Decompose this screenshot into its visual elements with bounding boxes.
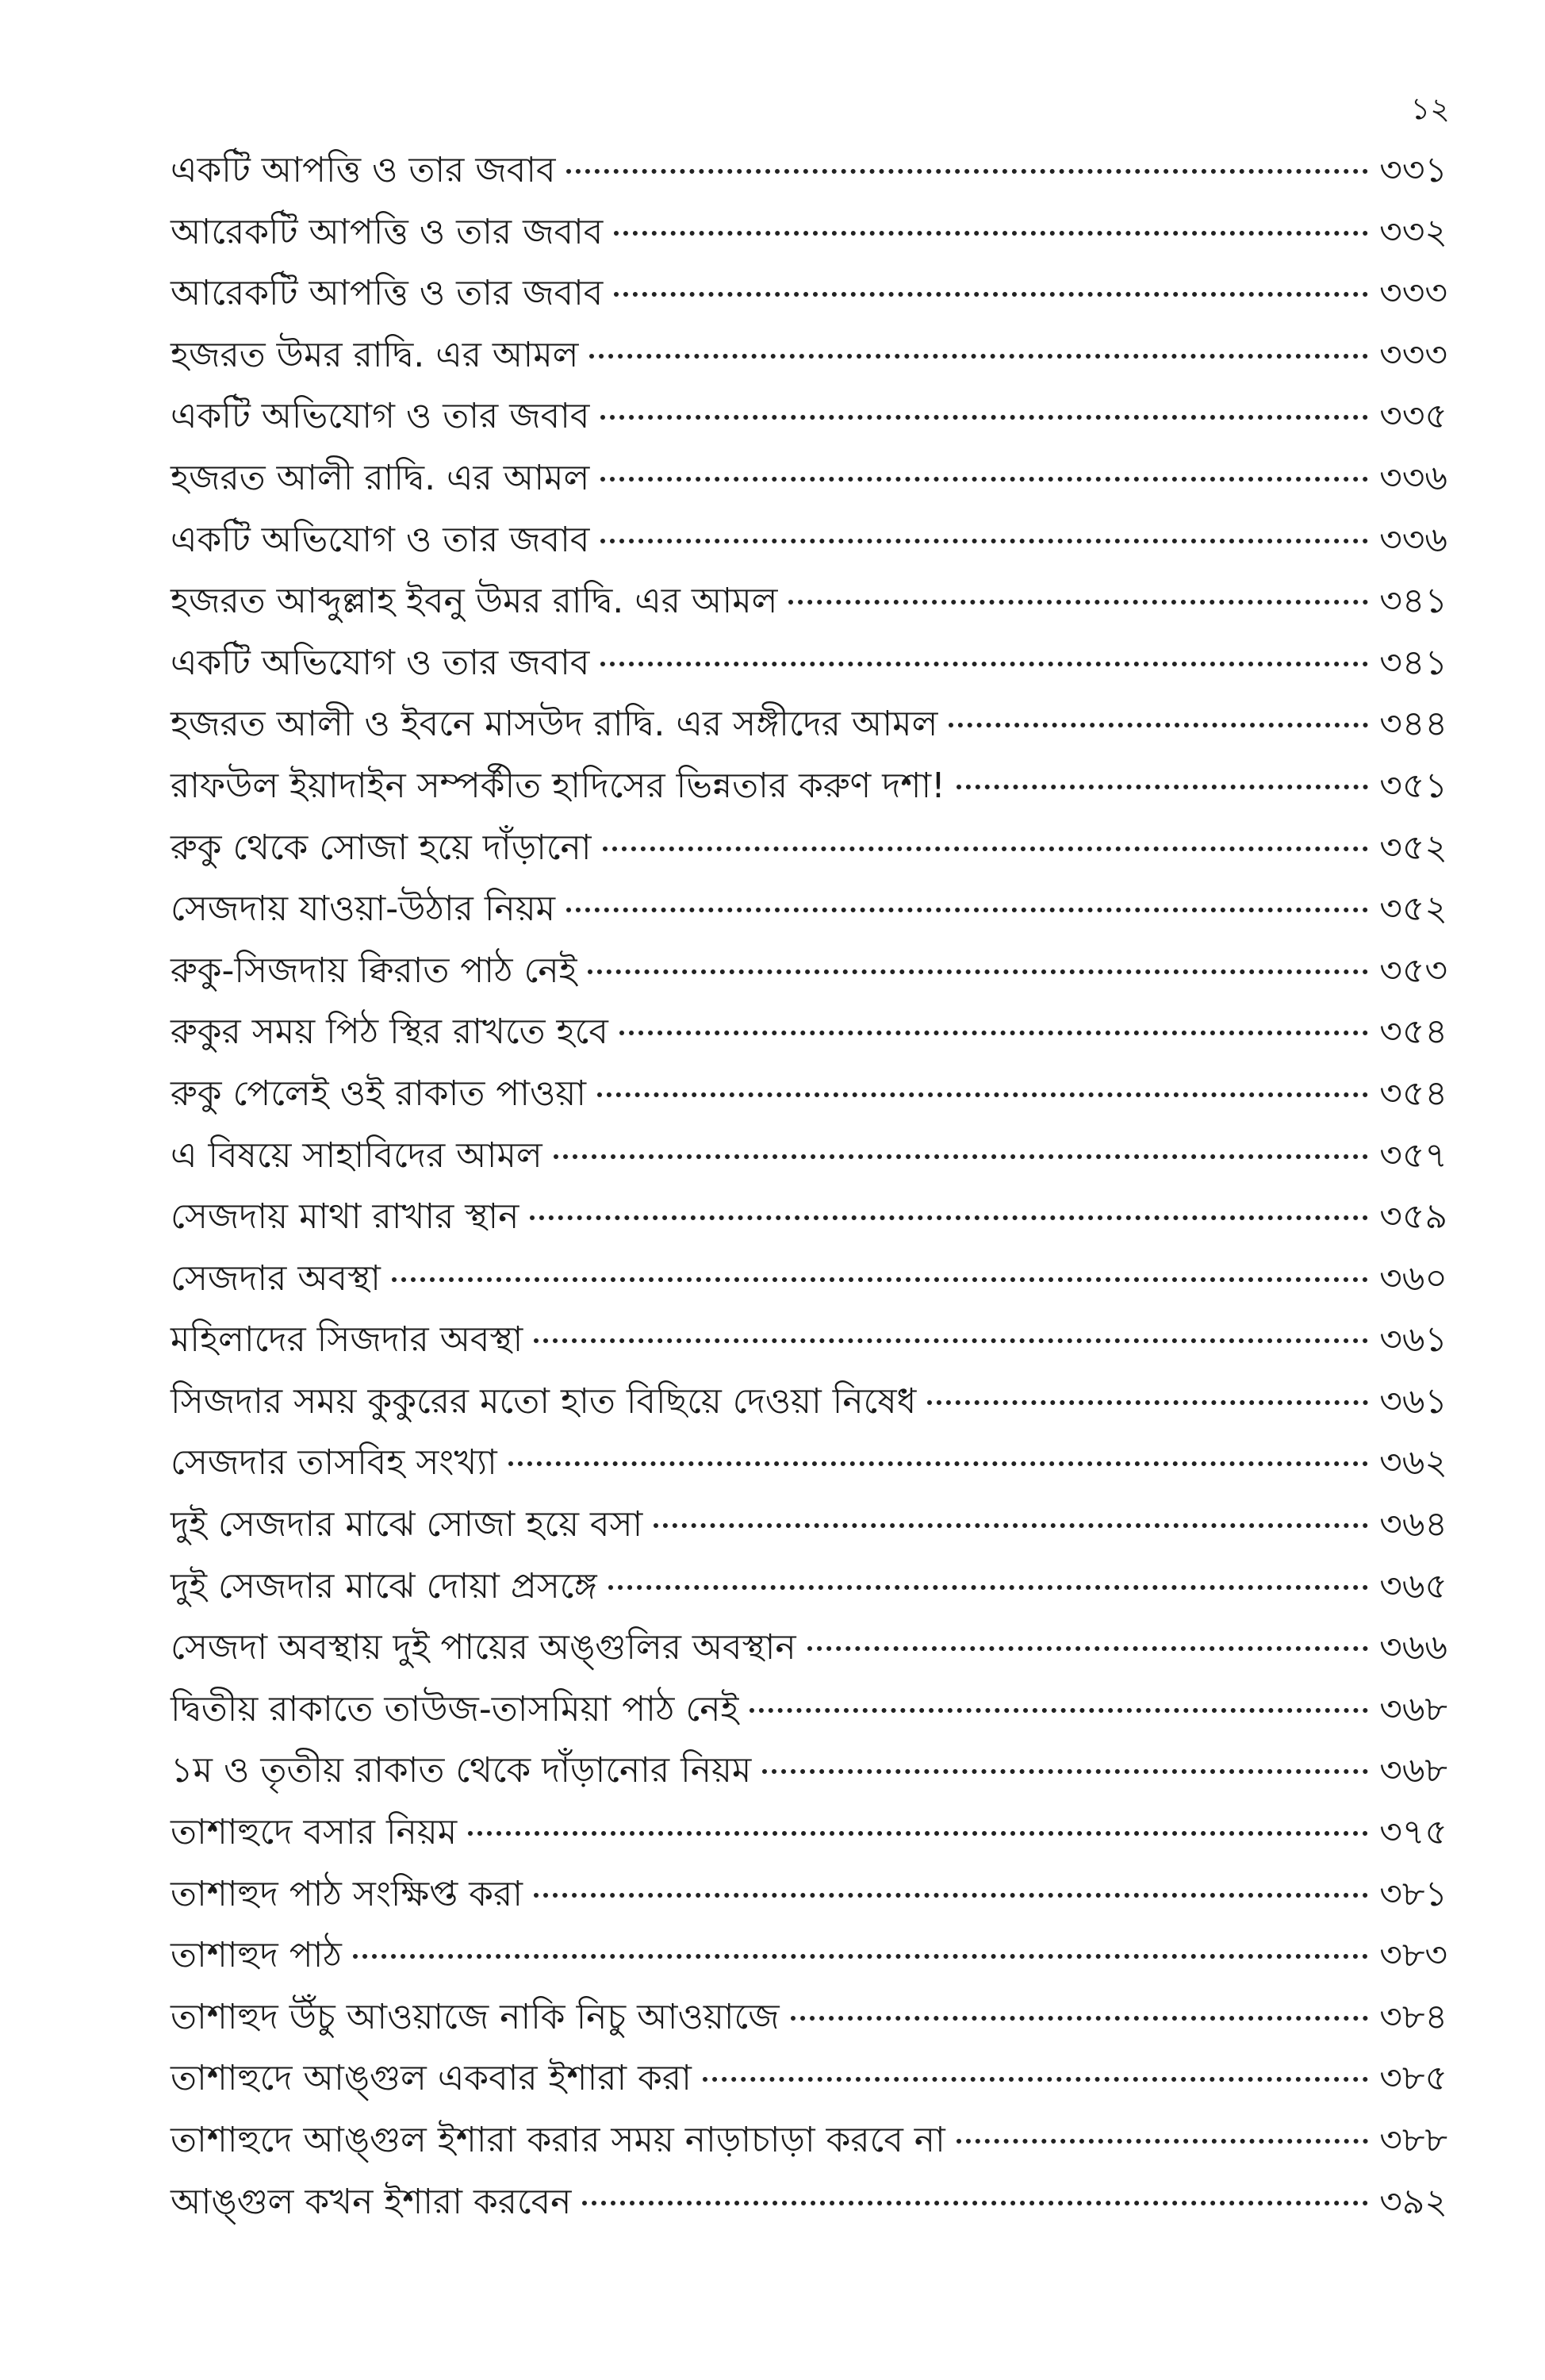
toc-entry-page: ৩৪১ [1379, 581, 1447, 622]
toc-entry [171, 1309, 1447, 1371]
toc-entry-page: ৩৮১ [1379, 1873, 1447, 1914]
toc-entry [171, 1248, 1447, 1310]
toc-entry-page: ৩৩১ [1379, 150, 1447, 190]
toc-entry [171, 386, 1447, 447]
toc-entry-page: ৩৭৫ [1379, 1812, 1447, 1853]
toc-entry-page: ৩৪১ [1379, 642, 1447, 683]
toc-entry [171, 1494, 1447, 1556]
toc-entry-page: ৩৫৩ [1379, 950, 1447, 991]
dot-leader [600, 415, 1368, 420]
toc-entry [171, 570, 1447, 632]
dot-leader [508, 1461, 1368, 1466]
toc-entry-page: ৩৬১ [1379, 1319, 1447, 1361]
toc-entry [171, 1925, 1447, 1987]
toc-entry [171, 693, 1447, 755]
dot-leader [600, 477, 1368, 482]
toc-entry [171, 1679, 1447, 1741]
dot-leader [353, 1954, 1368, 1959]
toc-entry-title: তাশাহুদে বসার নিয়ম [171, 1812, 458, 1853]
dot-leader [949, 723, 1368, 727]
toc-entry-title: সেজদা অবস্থায় দুই পায়ের অঙ্গুলির অবস্থান [171, 1627, 796, 1668]
toc-entry-title: হজরত উমর রাদ্বি. এর আমল [171, 334, 579, 375]
toc-entry [171, 1001, 1447, 1063]
toc-entry-title: তাশাহুদ উঁচু আওয়াজে নাকি নিচু আওয়াজে [171, 1996, 780, 2037]
dot-leader [600, 662, 1368, 666]
dot-leader [554, 1154, 1369, 1159]
toc-entry-page: ৩৬৫ [1379, 1565, 1447, 1606]
dot-leader [614, 292, 1368, 297]
toc-entry-page: ৩৮৪ [1379, 1996, 1447, 2037]
toc-entry [171, 2048, 1447, 2109]
dot-leader [749, 1708, 1368, 1713]
toc-entry-page: ৩৩২ [1379, 211, 1447, 252]
toc-entry-page: ৩৩৬ [1379, 519, 1447, 560]
toc-entry-title: রুকু-সিজদায় ক্বিরাত পাঠ নেই [171, 950, 577, 991]
toc-entry-page: ৩৩৩ [1379, 273, 1447, 314]
toc-entry [171, 140, 1447, 202]
page-number: ১২ [1410, 91, 1450, 126]
toc-entry [171, 1556, 1447, 1618]
toc-entry-page: ৩৬৬ [1379, 1627, 1447, 1668]
toc-entry-page: ৩৫৪ [1379, 1012, 1447, 1053]
toc-entry-title: দুই সেজদার মাঝে সোজা হয়ে বসা [171, 1504, 643, 1545]
dot-leader [654, 1523, 1368, 1528]
dot-leader [534, 1338, 1368, 1343]
toc-entry-title: একটি অভিযোগ ও তার জবাব [171, 519, 590, 560]
dot-leader [534, 1893, 1368, 1898]
toc-entry-page: ৩৪৪ [1379, 704, 1447, 745]
dot-leader [588, 969, 1368, 974]
toc-entry-page: ৩৮৩ [1379, 1935, 1447, 1976]
toc-entry-page: ৩৫২ [1379, 889, 1447, 930]
dot-leader [927, 1400, 1368, 1405]
toc-entry [171, 1740, 1447, 1802]
dot-leader [589, 354, 1368, 359]
toc-entry-page: ৩৬১ [1379, 1380, 1447, 1422]
toc-entry-page: ৩৫৭ [1379, 1134, 1447, 1176]
toc-entry-title: মহিলাদের সিজদার অবস্থা [171, 1319, 523, 1361]
toc-entry [171, 202, 1447, 263]
toc-entry-title: হজরত আলী ও ইবনে মাসউদ রাদ্বি. এর সঙ্গীদের আমল [171, 704, 938, 745]
toc-entry-title: এ বিষয়ে সাহাবিদের আমল [171, 1134, 542, 1176]
toc-entry-page: ৩৫৪ [1379, 1073, 1447, 1114]
toc-entry-title: সেজদার অবস্থা [171, 1257, 381, 1299]
toc-entry-page: ৩৮৮ [1379, 2120, 1447, 2160]
dot-leader [807, 1646, 1369, 1651]
toc-entry-page: ৩৬৮ [1379, 1750, 1447, 1791]
toc-entry-page: ৩৯২ [1379, 2181, 1447, 2222]
dot-leader [566, 908, 1368, 912]
toc-entry-title: দ্বিতীয় রাকাতে তাউজ-তাসমিয়া পাঠ নেই [171, 1688, 739, 1729]
toc-entry-title: তাশাহুদ পাঠ সংক্ষিপ্ত করা [171, 1873, 523, 1914]
toc-entry [171, 817, 1447, 879]
toc-entry-title: তাশাহুদে আঙ্গুল একবার ইশারা করা [171, 2058, 692, 2099]
toc-entry-page: ৩৬৪ [1379, 1504, 1447, 1545]
toc-entry-page: ৩৬২ [1379, 1442, 1447, 1484]
toc-entry-page: ৩৫৯ [1379, 1196, 1447, 1238]
dot-leader [600, 539, 1368, 543]
dot-leader [791, 2016, 1369, 2021]
toc-entry-title: একটি অভিযোগ ও তার জবাব [171, 642, 590, 683]
toc-entry [171, 1987, 1447, 2048]
toc-entry-title: দুই সেজদার মাঝে দোয়া প্রসঙ্গে [171, 1565, 597, 1606]
toc-entry-page: ৩৫১ [1379, 765, 1447, 806]
dot-leader [468, 1831, 1368, 1836]
toc-entry-title: সেজদায় মাথা রাখার স্থান [171, 1196, 519, 1238]
dot-leader [597, 1092, 1368, 1097]
toc-entry [171, 755, 1447, 817]
dot-leader [603, 846, 1369, 851]
toc-entry-title: রাফউল ইয়াদাইন সম্পর্কীত হাদিসের ভিন্নতার করুণ দশা! [171, 765, 945, 806]
toc-entry [171, 263, 1447, 324]
toc-entry [171, 1617, 1447, 1679]
toc-entry-title: তাশাহুদ পাঠ [171, 1935, 342, 1976]
toc-entry-title: সেজদার তাসবিহ সংখ্যা [171, 1442, 497, 1484]
toc-entry-page: ৩৬০ [1379, 1257, 1447, 1299]
toc-entry [171, 1125, 1447, 1187]
dot-leader [957, 2139, 1368, 2144]
toc-entry-title: হজরত আলী রাদ্বি. এর আমল [171, 457, 590, 498]
toc-entry-title: সেজদায় যাওয়া-উঠার নিয়ম [171, 889, 556, 930]
toc-entry-title: রুকু থেকে সোজা হয়ে দাঁড়ানো [171, 827, 592, 868]
toc-entry [171, 632, 1447, 694]
dot-leader [957, 785, 1368, 789]
toc-entry-title: হজরত আব্দুল্লাহ ইবনু উমর রাদ্বি. এর আমল [171, 581, 778, 622]
toc-entry [171, 324, 1447, 386]
toc-entry [171, 447, 1447, 509]
toc-entry-page: ৩৮৫ [1379, 2058, 1447, 2099]
toc-entry-title: আরেকটি আপত্তি ও তার জবাব [171, 273, 604, 314]
toc-entry [171, 2109, 1447, 2171]
toc-entry-page: ৩৩৬ [1379, 457, 1447, 498]
toc-entry [171, 1063, 1447, 1125]
toc-entry-title: রুকু পেলেই ওই রাকাত পাওয়া [171, 1073, 587, 1114]
toc-entry [171, 2171, 1447, 2233]
toc-entry-title: একটি আপত্তি ও তার জবাব [171, 150, 556, 190]
toc-entry-page: ৩৫২ [1379, 827, 1447, 868]
toc-entry [171, 1802, 1447, 1864]
dot-leader [762, 1769, 1368, 1774]
toc-entry [171, 1432, 1447, 1494]
dot-leader [703, 2077, 1368, 2082]
toc-entry-title: সিজদার সময় কুকুরের মতো হাত বিছিয়ে দেওয়া নিষেধ [171, 1380, 917, 1422]
dot-leader [614, 231, 1368, 236]
dot-leader [566, 169, 1368, 174]
toc-entry-title: তাশাহুদে আঙ্গুল ইশারা করার সময় নাড়াচাড়া করবে না [171, 2120, 945, 2160]
toc-entry-title: আঙ্গুল কখন ইশারা করবেন [171, 2181, 572, 2222]
toc-entry [171, 1186, 1447, 1248]
toc-entry-title: রুকুর সময় পিঠ স্থির রাখতে হবে [171, 1012, 608, 1053]
toc-entry-page: ৩৩৩ [1379, 334, 1447, 375]
toc-entry-page: ৩৩৫ [1379, 396, 1447, 437]
toc-entry-page: ৩৬৮ [1379, 1688, 1447, 1729]
toc-entry [171, 1371, 1447, 1433]
dot-leader [582, 2201, 1368, 2205]
toc-entry-title: আরেকটি আপত্তি ও তার জবাব [171, 211, 604, 252]
toc-entry [171, 509, 1447, 571]
dot-leader [608, 1585, 1369, 1590]
toc-entry [171, 878, 1447, 940]
toc-entry-title: ১ম ও তৃতীয় রাকাত থেকে দাঁড়ানোর নিয়ম [171, 1750, 752, 1791]
toc-entry-title: একটি অভিযোগ ও তার জবাব [171, 396, 590, 437]
toc-entry [171, 1864, 1447, 1925]
table-of-contents [171, 140, 1447, 2232]
toc-entry [171, 940, 1447, 1002]
dot-leader [530, 1215, 1368, 1220]
dot-leader [392, 1277, 1368, 1282]
dot-leader [619, 1031, 1368, 1035]
dot-leader [788, 600, 1368, 605]
